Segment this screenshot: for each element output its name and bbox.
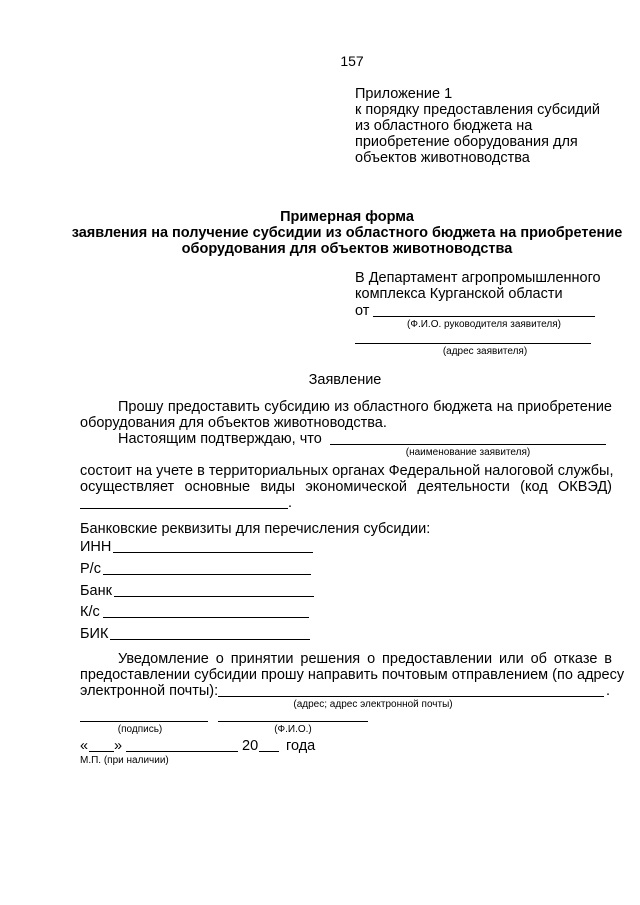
ks-field-line — [103, 617, 309, 618]
fio-caption: (Ф.И.О. руководителя заявителя) — [407, 319, 561, 330]
address-field-line — [355, 343, 591, 344]
inn-label: ИНН — [80, 539, 112, 555]
date-quote-open: « — [80, 738, 89, 754]
date-month-line — [126, 751, 238, 752]
date-year-prefix: 20 — [242, 738, 259, 754]
applicant-caption: (наименование заявителя) — [405, 447, 531, 458]
appendix-line: к порядку предоставления субсидий — [355, 102, 600, 118]
statement-heading: Заявление — [308, 372, 382, 388]
rs-field-line — [103, 574, 311, 575]
notice-line3: электронной почты): — [80, 683, 219, 699]
signature-fio-caption: (Ф.И.О.) — [274, 724, 312, 735]
fio-field-line — [373, 316, 595, 317]
date-year-line — [259, 751, 279, 752]
notice-line1: Уведомление о принятии решения о предоставлении или об отказе в — [118, 651, 612, 667]
statement-para1-line1: Прошу предоставить субсидию из областного бюджета на приобретение — [118, 399, 612, 415]
title-line: Примерная форма — [280, 209, 414, 225]
stamp-note: М.П. (при наличии) — [80, 755, 169, 766]
title-line: оборудования для объектов животноводства — [181, 241, 513, 257]
inn-field-line — [113, 552, 313, 553]
appendix-line: приобретение оборудования для — [355, 134, 578, 150]
addressee-line: В Департамент агропромышленного — [355, 270, 601, 286]
okved-field-line — [80, 508, 288, 509]
appendix-line: объектов животноводства — [355, 150, 530, 166]
bank-label: Банк — [80, 583, 112, 599]
from-label: от — [355, 303, 370, 319]
okved-end: . — [288, 495, 293, 511]
appendix-line: Приложение 1 — [355, 86, 453, 102]
notice-end: . — [606, 683, 611, 699]
confirm-label: Настоящим подтверждаю, что — [118, 431, 322, 447]
title-line: заявления на получение субсидии из областного бюджета на приобретение — [71, 225, 623, 241]
statement-para2-line1: состоит на учете в территориальных органах Федеральной налоговой службы, — [80, 463, 614, 479]
appendix-line: из областного бюджета на — [355, 118, 533, 134]
date-quote-close: » — [114, 738, 123, 754]
email-field-line — [218, 696, 604, 697]
page-number: 157 — [340, 53, 364, 69]
bik-label: БИК — [80, 626, 109, 642]
statement-para2-line2: осуществляет основные виды экономической деятельности (код ОКВЭД) — [80, 479, 612, 495]
applicant-field-line — [330, 444, 606, 445]
addressee-line: комплекса Курганской области — [355, 286, 563, 302]
email-caption: (адрес; адрес электронной почты) — [293, 699, 453, 710]
signature-field-line — [80, 721, 208, 722]
statement-para1-line2: оборудования для объектов животноводства. — [80, 415, 387, 431]
signature-caption: (подпись) — [117, 724, 163, 735]
bik-field-line — [110, 639, 310, 640]
date-year-suffix: года — [286, 738, 316, 754]
address-caption: (адрес заявителя) — [442, 346, 528, 357]
date-day-line — [89, 751, 114, 752]
signature-fio-line — [218, 721, 368, 722]
rs-label: Р/с — [80, 561, 101, 577]
bank-heading: Банковские реквизиты для перечисления субсидии: — [80, 521, 431, 537]
notice-line2: предоставлении субсидии прошу направить почтовым отправлением (по адресу — [80, 667, 625, 683]
bank-field-line — [114, 596, 314, 597]
ks-label: К/с — [80, 604, 100, 620]
